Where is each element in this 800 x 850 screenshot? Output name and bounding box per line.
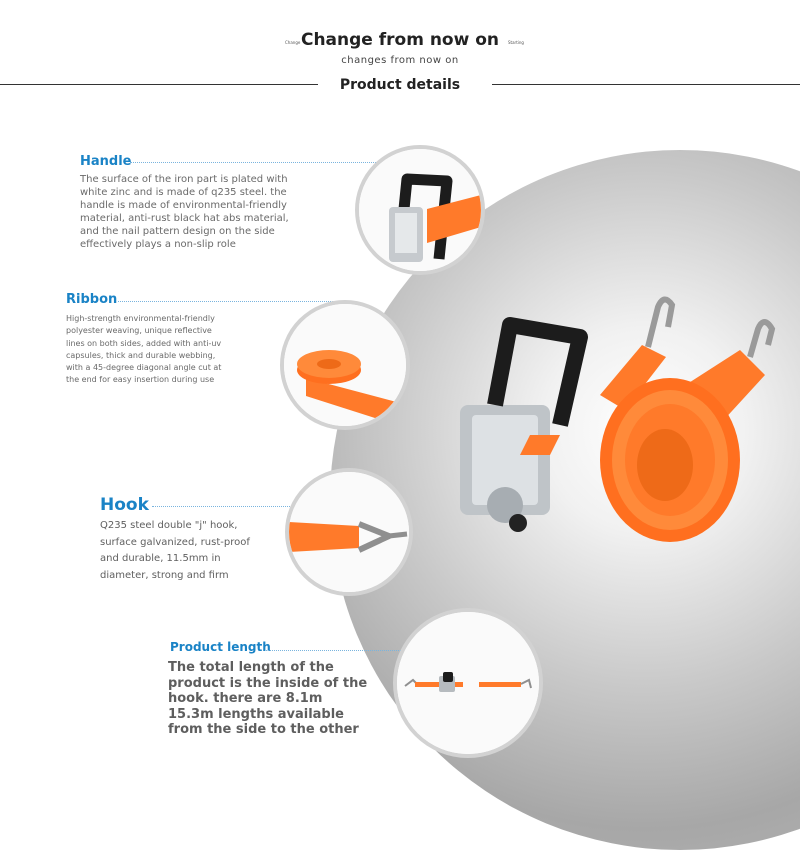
section-title: Product details (339, 77, 461, 93)
page-subtitle: changes from now on (341, 55, 459, 66)
handle-circle (355, 145, 485, 275)
hook-description: Q235 steel double "j" hook, surface galvanized, rust-proof and durable, 11.5mm in diameter, strong and firm (100, 520, 250, 581)
ratchet-strap-product-image (420, 285, 780, 565)
full-strap-image (397, 612, 539, 754)
header-left-tiny: Change (285, 40, 301, 45)
j-hook-image (289, 472, 409, 592)
hook-circle (285, 468, 413, 596)
header-rule-left (0, 84, 318, 85)
length-description: The total length of the product is the inside of the hook. there are 8.1m 15.3m lengths available from the side to the other (168, 660, 368, 737)
ratchet-handle-image (359, 149, 481, 271)
ribbon-leader-line (118, 301, 333, 302)
ribbon-roll-image (284, 304, 406, 426)
handle-description: The surface of the iron part is plated with white zinc and is made of q235 steel. the handle is made of environmental-friendly material, anti-rust black hat abs material, and the nail pattern design on the side effectively plays a non-slip role (80, 174, 289, 250)
page-title: Change from now on (300, 30, 500, 50)
ribbon-title: Ribbon (66, 292, 118, 307)
length-leader-line (266, 650, 411, 651)
handle-leader-line (130, 162, 382, 163)
ribbon-description: High-strength environmental-friendly polyester weaving, unique reflective lines on both sides, added with anti-uv capsules, thick and durable webbing, with a 45-degree diagonal angle cut at the end for easy insertion during use (66, 314, 222, 385)
ribbon-circle (280, 300, 410, 430)
hook-title: Hook (100, 495, 149, 515)
header-right-tiny: Starting (508, 40, 524, 45)
handle-title: Handle (80, 154, 132, 169)
header-rule-right (492, 84, 800, 85)
length-circle (393, 608, 543, 758)
length-title: Product length (170, 640, 271, 654)
hook-leader-line (152, 506, 292, 507)
